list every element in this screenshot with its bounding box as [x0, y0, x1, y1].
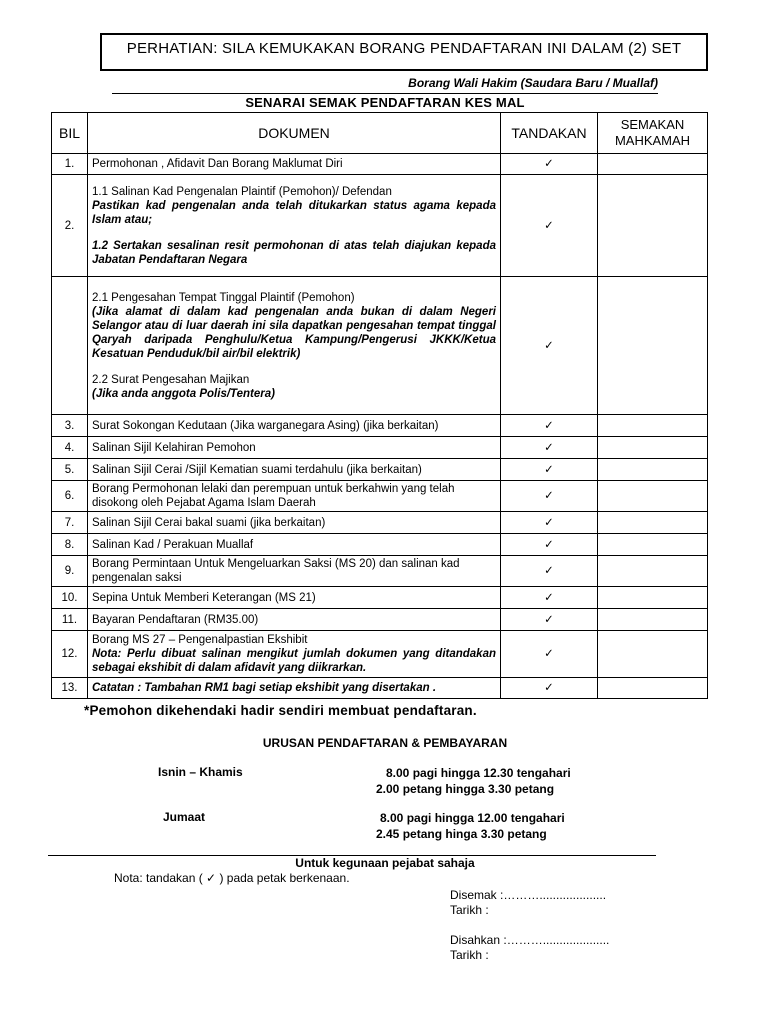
hours-friday-afternoon: 2.45 petang hinga 3.30 petang	[376, 827, 547, 841]
row-number: 10.	[52, 587, 88, 609]
document-text: Salinan Sijil Kelahiran Pemohon	[88, 437, 501, 459]
row-number: 12.	[52, 631, 88, 678]
hours-weekdays-afternoon: 2.00 petang hingga 3.30 petang	[376, 782, 555, 796]
document-text: Catatan : Tambahan RM1 bagi setiap ekshibit yang disertakan .	[88, 678, 501, 699]
row-number: 13.	[52, 678, 88, 699]
tick-cell[interactable]: ✓	[501, 512, 598, 534]
row-number: 11.	[52, 609, 88, 631]
document-text	[88, 175, 501, 277]
tick-cell[interactable]: ✓	[501, 459, 598, 481]
checked-date-field[interactable]: Tarikh :	[450, 903, 489, 917]
approved-date-field[interactable]: Tarikh :	[450, 948, 489, 962]
court-check-cell[interactable]	[598, 175, 708, 277]
document-text: Sepina Untuk Memberi Keterangan (MS 21)	[88, 587, 501, 609]
document-text	[88, 631, 501, 678]
court-check-cell[interactable]	[598, 481, 708, 512]
document-line: 2.1 Pengesahan Tempat Tinggal Plaintif (Pemohon)	[92, 291, 355, 304]
divider	[112, 93, 658, 94]
notice-box: PERHATIAN: SILA KEMUKAKAN BORANG PENDAFTARAN INI DALAM (2) SET	[100, 33, 708, 71]
checklist-table	[51, 112, 708, 699]
court-check-cell[interactable]	[598, 415, 708, 437]
table-row	[52, 587, 708, 609]
table-row	[52, 437, 708, 459]
row-number: 9.	[52, 556, 88, 587]
court-check-cell[interactable]	[598, 437, 708, 459]
row-number: 8.	[52, 534, 88, 556]
row-number: 2.	[52, 175, 88, 277]
tick-cell[interactable]: ✓	[501, 415, 598, 437]
hours-day-friday: Jumaat	[163, 810, 206, 824]
document-text: Borang Permintaan Untuk Mengeluarkan Saksi (MS 20) dan salinan kad pengenalan saksi	[88, 556, 501, 587]
document-text: Salinan Sijil Cerai /Sijil Kematian suami terdahulu (jika berkaitan)	[88, 459, 501, 481]
document-line: 2.2 Surat Pengesahan Majikan	[92, 373, 250, 386]
table-row	[52, 534, 708, 556]
document-line: Borang MS 27 – Pengenalpastian Ekshibit	[92, 634, 308, 646]
document-text: Surat Sokongan Kedutaan (Jika warganegara Asing) (jika berkaitan)	[88, 415, 501, 437]
document-note: (Jika anda anggota Polis/Tentera)	[92, 387, 275, 400]
document-line: 1.1 Salinan Kad Pengenalan Plaintif (Pemohon)/ Defendan	[92, 185, 392, 198]
row-number: 5.	[52, 459, 88, 481]
table-row	[52, 556, 708, 587]
document-text: Permohonan , Afidavit Dan Borang Maklumat Diri	[88, 154, 501, 175]
document-note: Nota: Perlu dibuat salinan mengikut jumlah dokumen yang ditandakan sebagai ekshibit di dalam afidavit yang diikrarkan.	[92, 648, 496, 674]
attendance-note: *Pemohon dikehendaki hadir sendiri membuat pendaftaran.	[84, 703, 477, 718]
document-text: Bayaran Pendaftaran (RM35.00)	[88, 609, 501, 631]
header-bil: BIL	[52, 113, 88, 154]
table-row	[52, 154, 708, 175]
tick-cell[interactable]: ✓	[501, 556, 598, 587]
court-check-cell[interactable]	[598, 277, 708, 415]
court-check-cell[interactable]	[598, 609, 708, 631]
tick-cell[interactable]: ✓	[501, 609, 598, 631]
document-note: 1.2 Sertakan sesalinan resit permohonan di atas telah diajukan kepada Jabatan Pendaftaran Negara	[92, 239, 496, 266]
court-check-cell[interactable]	[598, 587, 708, 609]
table-row	[52, 678, 708, 699]
office-use-heading: Untuk kegunaan pejabat sahaja	[295, 856, 475, 870]
document-text: Borang Permohonan lelaki dan perempuan untuk berkahwin yang telah disokong oleh Pejabat Agama Islam Daerah	[88, 481, 501, 512]
row-number	[52, 277, 88, 415]
table-row	[52, 277, 708, 415]
document-text: Salinan Kad / Perakuan Muallaf	[88, 534, 501, 556]
tick-cell[interactable]: ✓	[501, 437, 598, 459]
row-number: 7.	[52, 512, 88, 534]
table-header-row	[52, 113, 708, 154]
header-tandakan: TANDAKAN	[501, 113, 598, 154]
checked-by-field[interactable]: Disemak :………....................	[450, 888, 607, 902]
tick-cell[interactable]: ✓	[501, 678, 598, 699]
court-check-cell[interactable]	[598, 459, 708, 481]
table-row	[52, 415, 708, 437]
tick-cell[interactable]: ✓	[501, 631, 598, 678]
row-number: 4.	[52, 437, 88, 459]
approved-by-field[interactable]: Disahkan :………....................	[450, 933, 610, 947]
tick-cell[interactable]: ✓	[501, 534, 598, 556]
tick-cell[interactable]: ✓	[501, 175, 598, 277]
header-dokumen: DOKUMEN	[88, 113, 501, 154]
hours-friday-morning: 8.00 pagi hingga 12.00 tengahari	[380, 811, 565, 825]
hours-weekdays-morning: 8.00 pagi hingga 12.30 tengahari	[386, 766, 571, 780]
row-number: 6.	[52, 481, 88, 512]
document-note: (Jika alamat di dalam kad pengenalan anda bukan di dalam Negeri Selangor atau di luar daerah ini sila dapatkan pengesahan tempat tinggal Qaryah daripada Penghulu/Ketua Kampung/Pengerusi JKKK/Ketua Kesatuan Penduduk/bil air/bil elektrik)	[92, 305, 496, 360]
document-text	[88, 277, 501, 415]
row-number: 3.	[52, 415, 88, 437]
table-row	[52, 609, 708, 631]
court-check-cell[interactable]	[598, 534, 708, 556]
document-note: Pastikan kad pengenalan anda telah ditukarkan status agama kepada Islam atau;	[92, 199, 496, 226]
table-row	[52, 512, 708, 534]
table-row	[52, 631, 708, 678]
checklist-title: SENARAI SEMAK PENDAFTARAN KES MAL	[245, 95, 525, 110]
header-semakan: SEMAKAN MAHKAMAH	[598, 113, 708, 154]
tick-cell[interactable]: ✓	[501, 277, 598, 415]
table-row	[52, 481, 708, 512]
table-row	[52, 459, 708, 481]
tick-cell[interactable]: ✓	[501, 587, 598, 609]
court-check-cell[interactable]	[598, 154, 708, 175]
court-check-cell[interactable]	[598, 678, 708, 699]
court-check-cell[interactable]	[598, 512, 708, 534]
tick-cell[interactable]: ✓	[501, 154, 598, 175]
document-text: Salinan Sijil Cerai bakal suami (jika berkaitan)	[88, 512, 501, 534]
court-check-cell[interactable]	[598, 556, 708, 587]
tick-instruction-note: Nota: tandakan ( ✓ ) pada petak berkenaan.	[114, 871, 350, 885]
row-number: 1.	[52, 154, 88, 175]
hours-title: URUSAN PENDAFTARAN & PEMBAYARAN	[262, 736, 508, 750]
court-check-cell[interactable]	[598, 631, 708, 678]
tick-cell[interactable]: ✓	[501, 481, 598, 512]
form-name: Borang Wali Hakim (Saudara Baru / Muallaf)	[408, 76, 658, 90]
table-row	[52, 175, 708, 277]
hours-day-weekdays: Isnin – Khamis	[158, 765, 243, 779]
